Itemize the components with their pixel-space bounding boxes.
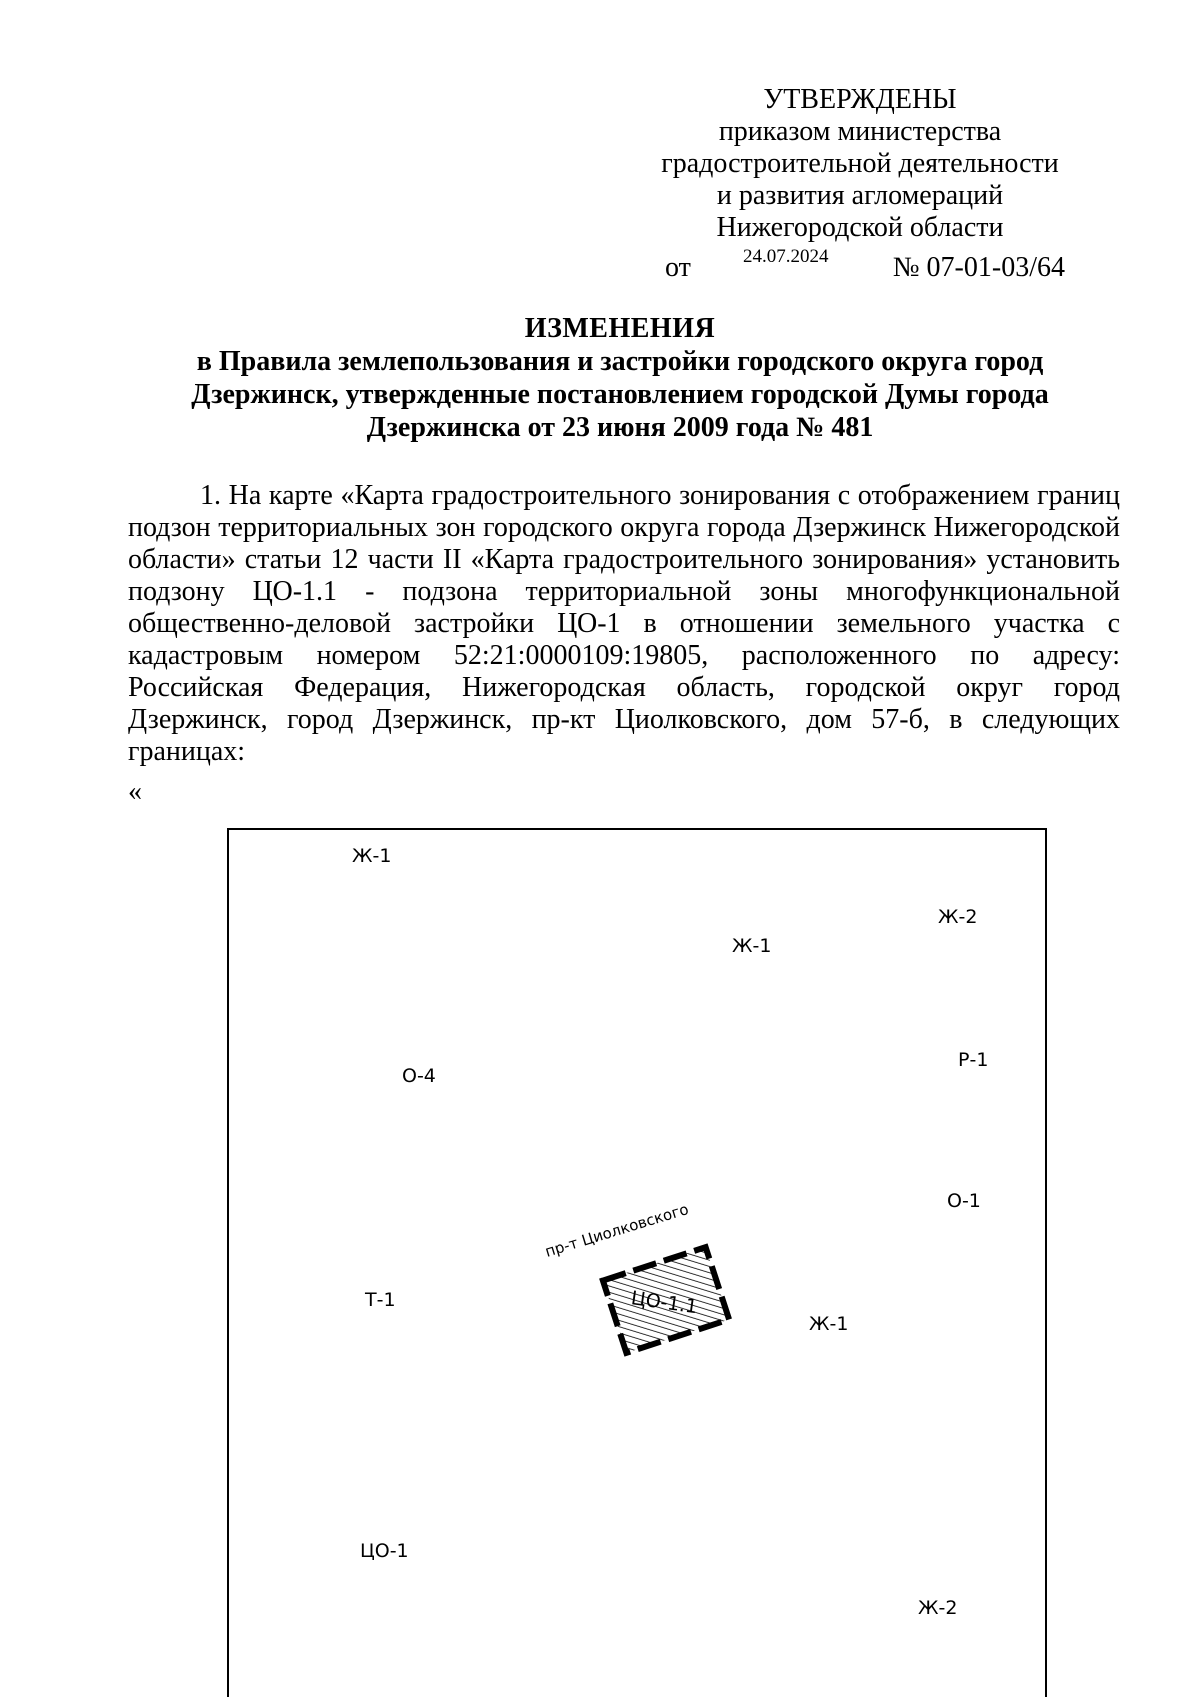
approval-line: градостроительной деятельности — [661, 148, 1059, 179]
body-paragraph: 1. На карте «Карта градостроительного зонирования с отображением границ подзон территориальных зон городского округа города Дзержинск Нижегородской области» статьи 12 части II «Карта градостроительного зонирования» установить подзону ЦО-1.1 - подзона территориальной зоны многофункциональной общественно-деловой застройки ЦО-1 в отношении земельного участка с кадастровым номером 52:21:0000109:19805, расположенного по адресу: Российская Федерация, Нижегородская область, городской округ город Дзержинск, город Дзержинск, пр-кт Циолковского, дом 57-б, в следующих границах: — [128, 480, 1120, 767]
date-prefix: от — [665, 252, 691, 283]
zoning-map — [227, 828, 1047, 1697]
zone-label-o1: О-1 — [947, 1190, 981, 1212]
approval-date: 24.07.2024 — [743, 246, 829, 267]
subzone-label: ЦО-1.1 — [629, 1287, 699, 1319]
zone-label-tso1: ЦО-1 — [360, 1540, 409, 1562]
order-number: № 07-01-03/64 — [892, 252, 1065, 283]
approval-line: приказом министерства — [718, 116, 1002, 147]
approval-block — [660, 84, 1060, 244]
approval-line: и развития агломераций — [716, 180, 1004, 211]
approval-heading: УТВЕРЖДЕНЫ — [763, 84, 957, 115]
zoning-map-canvas — [229, 830, 1049, 1699]
zone-label-zh2: Ж-2 — [938, 906, 978, 928]
zone-label-t1: Т-1 — [365, 1289, 396, 1311]
opening-quote: « — [128, 776, 142, 807]
approval-date-line — [665, 248, 1065, 282]
zone-label-zh2: Ж-2 — [918, 1597, 958, 1619]
zone-label-r1: Р-1 — [958, 1049, 989, 1071]
zone-label-zh1: Ж-1 — [352, 845, 392, 867]
document-title — [160, 312, 1080, 444]
title-subtitle: в Правила землепользования и застройки городского округа город Дзержинск, утвержденные постановлением городской Думы города Дзержинска от 23 июня 2009 года № 481 — [191, 346, 1049, 443]
zone-label-zh1: Ж-1 — [809, 1313, 849, 1335]
title-heading: ИЗМЕНЕНИЯ — [524, 313, 716, 344]
street-label: пр-т Циолковского — [542, 1200, 691, 1261]
zone-label-o4: О-4 — [402, 1065, 436, 1087]
zone-label-zh1: Ж-1 — [732, 935, 772, 957]
approval-line: Нижегородской области — [716, 212, 1004, 243]
